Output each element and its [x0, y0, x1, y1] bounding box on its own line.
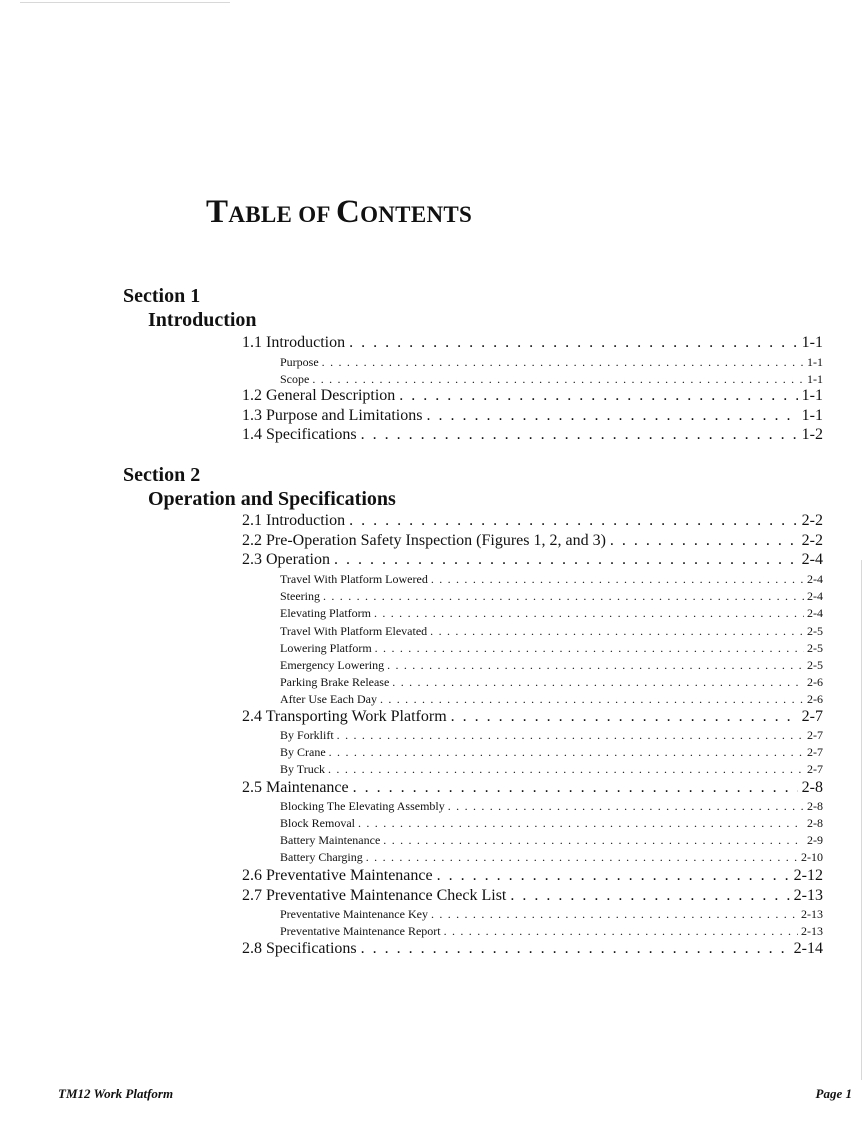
toc-subentry[interactable]: Emergency Lowering . . . 2-5 — [280, 658, 823, 674]
toc-entry[interactable]: 2.7 Preventative Maintenance Check List . . . 2-13 — [242, 887, 823, 907]
section-1-name: Introduction — [148, 309, 257, 331]
toc-subentry[interactable]: Preventative Maintenance Report . . . 2-13 — [280, 924, 823, 940]
toc-subentry[interactable]: Travel With Platform Lowered . . . 2-4 — [280, 572, 823, 588]
toc-entry[interactable]: 2.3 Operation . . . 2-4 — [242, 551, 823, 571]
toc-subentry[interactable]: Scope . . . 1-1 — [280, 372, 823, 388]
toc-entry[interactable]: 1.4 Specifications . . . 1-2 — [242, 426, 823, 446]
toc-subentry[interactable]: Steering . . . 2-4 — [280, 589, 823, 605]
toc-entry[interactable]: 1.1 Introduction . . . 1-1 — [242, 334, 823, 354]
toc-subentry[interactable]: By Crane . . . 2-7 — [280, 745, 823, 761]
toc-subentry[interactable]: Parking Brake Release . . . 2-6 — [280, 675, 823, 691]
toc-entry[interactable]: 2.1 Introduction . . . 2-2 — [242, 512, 823, 532]
toc-subentry[interactable]: Block Removal . . . 2-8 — [280, 816, 823, 832]
page-title: TABLE OF CONTENTS — [206, 194, 473, 230]
toc-entry[interactable]: 2.5 Maintenance . . . 2-8 — [242, 779, 823, 799]
toc-subentry[interactable]: Preventative Maintenance Key . . . 2-13 — [280, 907, 823, 923]
footer-page-number: Page 1 — [815, 1086, 852, 1101]
toc-subentry[interactable]: Battery Maintenance . . . 2-9 — [280, 833, 823, 849]
scan-artifact-top — [20, 2, 230, 3]
scan-artifact-right — [861, 560, 862, 1080]
section-1-label: Section 1 — [123, 285, 201, 307]
toc-subentry[interactable]: By Truck . . . 2-7 — [280, 762, 823, 778]
toc-subentry[interactable]: Elevating Platform . . . 2-4 — [280, 606, 823, 622]
toc-subentry[interactable]: Blocking The Elevating Assembly . . . 2-8 — [280, 799, 823, 815]
toc-subentry[interactable]: Travel With Platform Elevated . . . 2-5 — [280, 624, 823, 640]
toc-entry[interactable]: 2.8 Specifications . . . 2-14 — [242, 940, 823, 960]
toc-subentry[interactable]: Lowering Platform . . . 2-5 — [280, 641, 823, 657]
toc-subentry[interactable]: By Forklift . . . 2-7 — [280, 728, 823, 744]
toc-subentry[interactable]: Purpose . . . 1-1 — [280, 355, 823, 371]
toc-entry[interactable]: 2.4 Transporting Work Platform . . . 2-7 — [242, 708, 823, 728]
section-2-name: Operation and Specifications — [148, 488, 396, 510]
toc-entry[interactable]: 2.2 Pre-Operation Safety Inspection (Figures 1, 2, and 3) . . . 2-2 — [242, 532, 823, 552]
section-2-label: Section 2 — [123, 464, 201, 486]
footer-document-title: TM12 Work Platform — [58, 1086, 174, 1101]
toc-entry[interactable]: 1.2 General Description . . . 1-1 — [242, 387, 823, 407]
toc-entry[interactable]: 2.6 Preventative Maintenance . . . 2-12 — [242, 867, 823, 887]
toc-subentry[interactable]: After Use Each Day . . . 2-6 — [280, 692, 823, 708]
toc-entry[interactable]: 1.3 Purpose and Limitations . . . 1-1 — [242, 407, 823, 427]
toc-subentry[interactable]: Battery Charging . . . 2-10 — [280, 850, 823, 866]
